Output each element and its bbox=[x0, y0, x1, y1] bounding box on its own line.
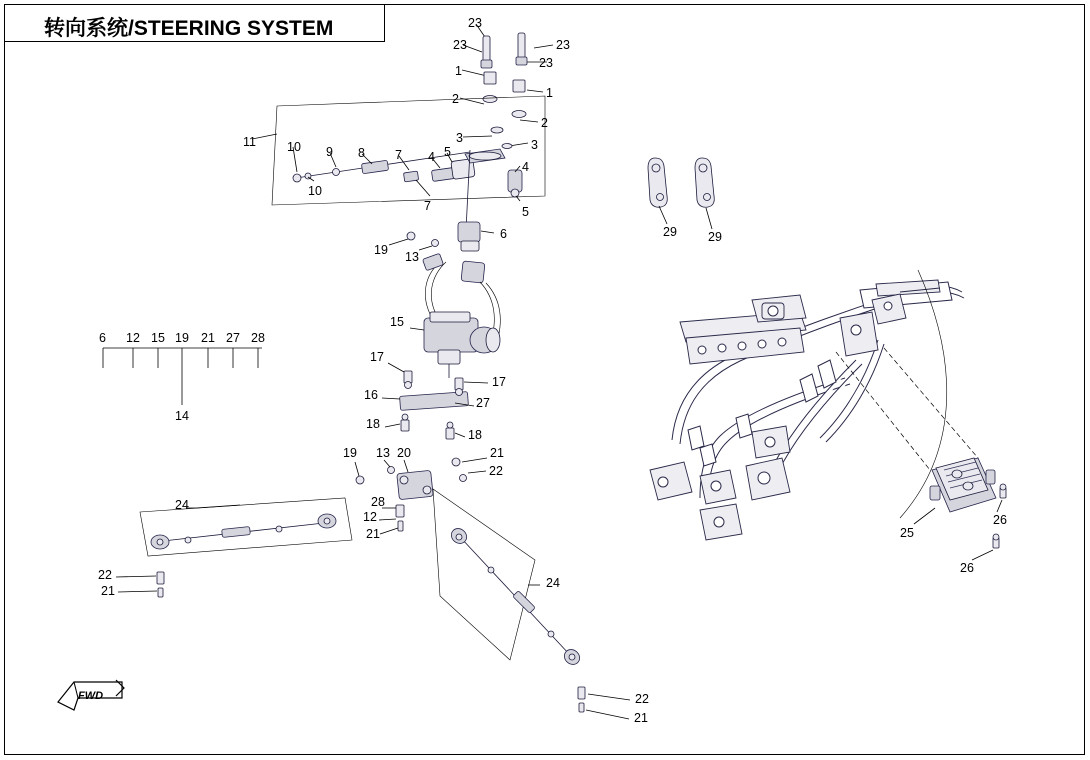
callout-23a: 23 bbox=[468, 16, 482, 30]
fwd-label: FWD bbox=[78, 690, 104, 702]
callout-12b: 12 bbox=[363, 510, 377, 524]
callout-4a: 4 bbox=[428, 150, 435, 164]
diagram-border bbox=[4, 4, 1085, 755]
callout-28b: 28 bbox=[371, 495, 385, 509]
callout-3a: 3 bbox=[456, 131, 463, 145]
group-member-6: 6 bbox=[99, 331, 106, 345]
callout-2b: 2 bbox=[541, 116, 548, 130]
callout-1a: 1 bbox=[455, 64, 462, 78]
callout-24a: 24 bbox=[175, 498, 189, 512]
callout-26a: 26 bbox=[993, 513, 1007, 527]
callout-5a: 5 bbox=[444, 145, 451, 159]
callout-8: 8 bbox=[358, 146, 365, 160]
callout-18a: 18 bbox=[366, 417, 380, 431]
callout-2a: 2 bbox=[452, 92, 459, 106]
group-member-19: 19 bbox=[175, 331, 189, 345]
callout-23b: 23 bbox=[453, 38, 467, 52]
callout-13b: 13 bbox=[376, 446, 390, 460]
callout-29a: 29 bbox=[663, 225, 677, 239]
callout-10b: 10 bbox=[308, 184, 322, 198]
fwd-marker bbox=[56, 676, 128, 714]
callout-3b: 3 bbox=[531, 138, 538, 152]
callout-6a: 6 bbox=[500, 227, 507, 241]
callout-29b: 29 bbox=[708, 230, 722, 244]
callout-10a: 10 bbox=[287, 140, 301, 154]
callout-21b: 21 bbox=[366, 527, 380, 541]
callout-23d: 23 bbox=[539, 56, 553, 70]
callout-23c: 23 bbox=[556, 38, 570, 52]
callout-17a: 17 bbox=[370, 350, 384, 364]
callout-17b: 17 bbox=[492, 375, 506, 389]
callout-9: 9 bbox=[326, 145, 333, 159]
callout-19b: 19 bbox=[343, 446, 357, 460]
group-member-15: 15 bbox=[151, 331, 165, 345]
group-member-27: 27 bbox=[226, 331, 240, 345]
callout-21d: 21 bbox=[634, 711, 648, 725]
callout-22a: 22 bbox=[489, 464, 503, 478]
callout-25: 25 bbox=[900, 526, 914, 540]
callout-4b: 4 bbox=[522, 160, 529, 174]
callout-13a: 13 bbox=[405, 250, 419, 264]
callout-26b: 26 bbox=[960, 561, 974, 575]
group-member-12: 12 bbox=[126, 331, 140, 345]
callout-22c: 22 bbox=[635, 692, 649, 706]
callout-21c: 21 bbox=[101, 584, 115, 598]
callout-7a: 7 bbox=[395, 148, 402, 162]
callout-7b: 7 bbox=[424, 199, 431, 213]
callout-19a: 19 bbox=[374, 243, 388, 257]
callout-1b: 1 bbox=[546, 86, 553, 100]
callout-18b: 18 bbox=[468, 428, 482, 442]
group-member-21: 21 bbox=[201, 331, 215, 345]
callout-20: 20 bbox=[397, 446, 411, 460]
callout-15: 15 bbox=[390, 315, 404, 329]
callout-22b: 22 bbox=[98, 568, 112, 582]
callout-21a: 21 bbox=[490, 446, 504, 460]
group-member-28: 28 bbox=[251, 331, 265, 345]
callout-5b: 5 bbox=[522, 205, 529, 219]
page-title: 转向系统/STEERING SYSTEM bbox=[44, 17, 334, 40]
callout-24b: 24 bbox=[546, 576, 560, 590]
callout-16: 16 bbox=[364, 388, 378, 402]
callout-11: 11 bbox=[243, 135, 256, 149]
group-label-14: 14 bbox=[175, 409, 189, 423]
callout-27a: 27 bbox=[476, 396, 490, 410]
